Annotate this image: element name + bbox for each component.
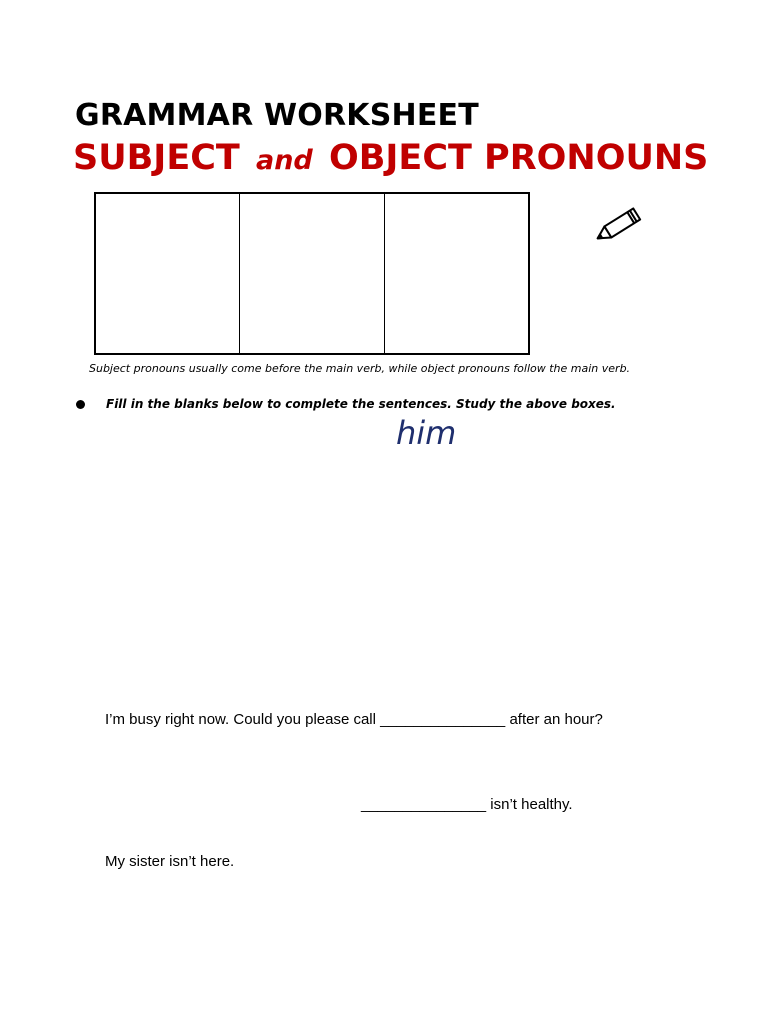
subtitle-object-pronouns: OBJECT PRONOUNS [328,138,709,178]
handwritten-answer: him [396,414,457,452]
pronoun-rule-note: Subject pronouns usually come before the main verb, while object pronouns follow the main verb. [89,362,631,375]
sentence-1[interactable]: I’m busy right now. Could you please call _______________ after an hour? [105,711,603,728]
pronoun-boxes [94,192,530,355]
worksheet-subtitle [73,138,708,178]
subtitle-subject: SUBJECT [73,138,240,178]
pronoun-box-3 [385,194,528,353]
sentence-3: My sister isn’t here. [105,853,235,870]
subtitle-and: and [255,145,313,176]
pencil-icon [592,203,648,247]
instruction-text: Fill in the blanks below to complete the sentences. Study the above boxes. [106,397,616,411]
pronoun-box-1 [96,194,240,353]
pronoun-box-2 [240,194,384,353]
sentence-2[interactable]: _______________ isn’t healthy. [361,796,573,813]
worksheet-title: GRAMMAR WORKSHEET [75,98,479,133]
bullet-icon [76,400,85,409]
